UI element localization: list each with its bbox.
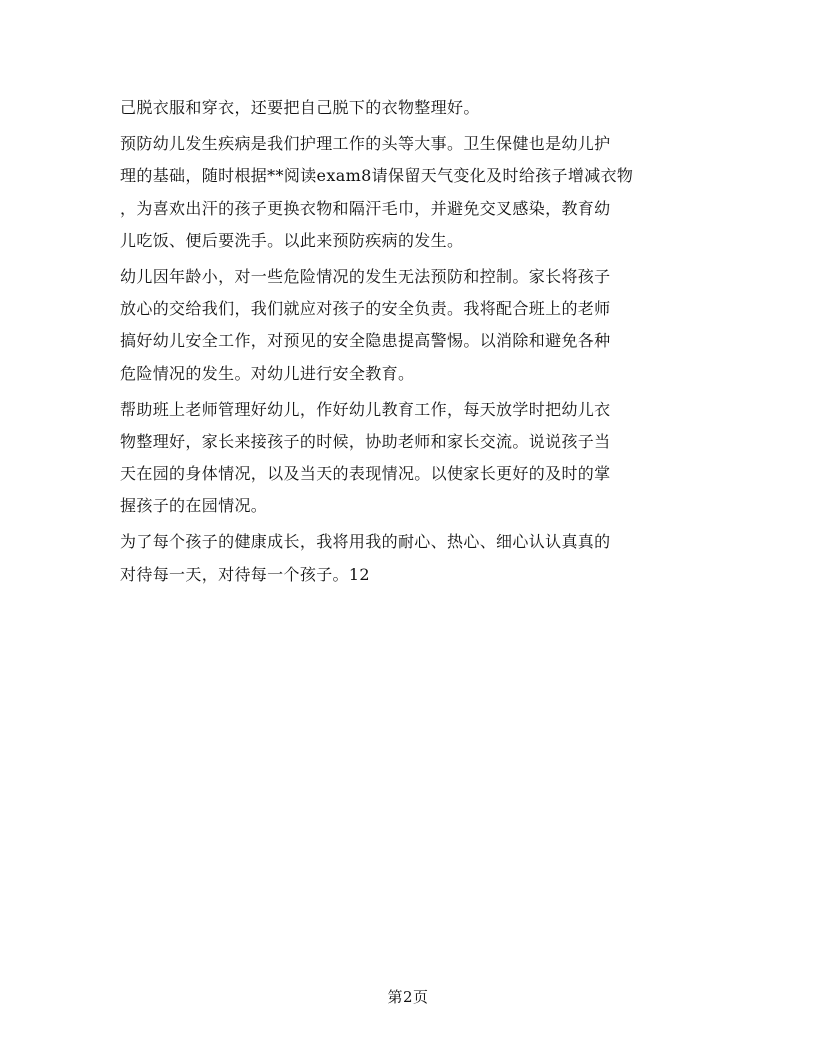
- text-line: 握孩子的在园情况。: [120, 496, 268, 516]
- page-number: 第2页: [387, 988, 429, 1006]
- text-line: 为了每个孩子的健康成长，我将用我的耐心、热心、细心认认真真的: [120, 532, 611, 552]
- text-line: 儿吃饭、便后要洗手。以此来预防疾病的发生。: [120, 230, 464, 250]
- text-line: 幼儿因年龄小，对一些危险情况的发生无法预防和控制。家长将孩子: [120, 266, 611, 286]
- text-line: 理的基础，随时根据**阅读exam8请保留天气变化及时给孩子增减衣物: [120, 166, 634, 186]
- paragraph-closing: [120, 526, 700, 590]
- text-line: 放心的交给我们，我们就应对孩子的安全负责。我将配合班上的老师: [120, 299, 611, 319]
- text-line: 己脱衣服和穿衣，还要把自己脱下的衣物整理好。: [120, 98, 480, 117]
- text-line: 帮助班上老师管理好幼儿，作好幼儿教育工作，每天放学时把幼儿衣: [120, 399, 611, 419]
- paragraph-class-assistance: [120, 394, 700, 523]
- text-line: 物整理好，家长来接孩子的时候，协助老师和家长交流。说说孩子当: [120, 431, 611, 451]
- text-line: ，为喜欢出汗的孩子更换衣物和隔汗毛巾，并避免交叉感染，教育幼: [120, 198, 611, 218]
- text-line: 危险情况的发生。对幼儿进行安全教育。: [120, 363, 415, 383]
- text-line: 天在园的身体情况，以及当天的表现情况。以使家长更好的及时的掌: [120, 464, 611, 484]
- text-line: 搞好幼儿安全工作，对预见的安全隐患提高警惕。以消除和避免各种: [120, 331, 611, 351]
- paragraph-clothing-tidying: [120, 92, 700, 124]
- paragraph-safety: [120, 261, 700, 390]
- text-line: 预防幼儿发生疾病是我们护理工作的头等大事。卫生保健也是幼儿护: [120, 134, 611, 154]
- text-line: 对待每一天，对待每一个孩子。12: [120, 564, 370, 584]
- paragraph-disease-prevention: [120, 128, 700, 257]
- document-body: [120, 92, 700, 591]
